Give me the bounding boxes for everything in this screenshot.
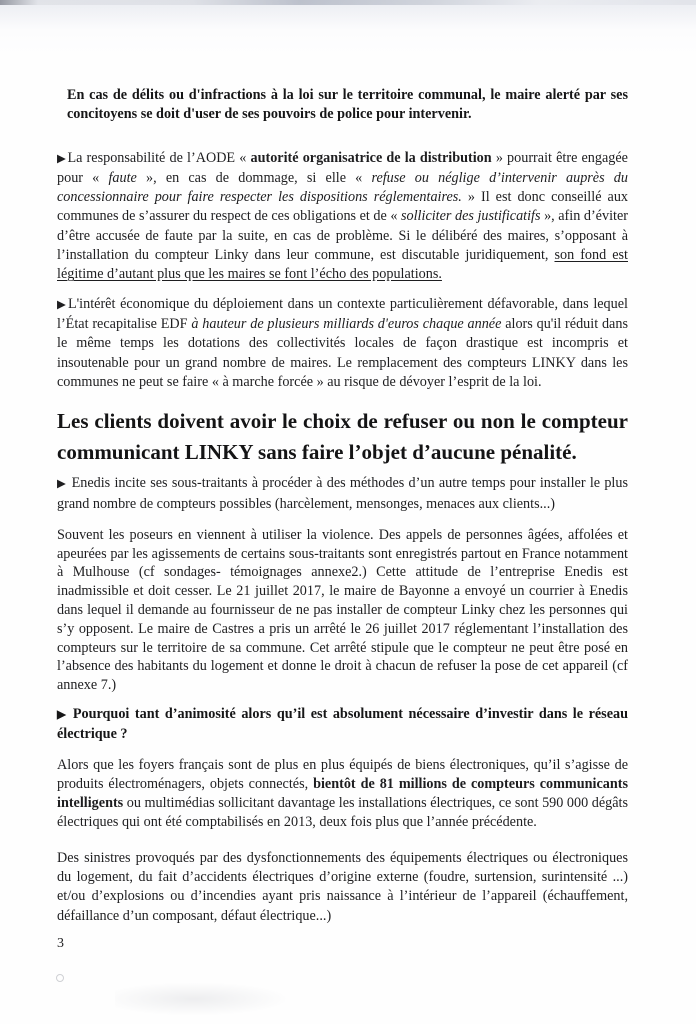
- paragraph-violence-mayors: [57, 526, 628, 695]
- paragraph-economic-interest: [57, 295, 628, 392]
- intro-text: En cas de délits ou d'infractions à la loi sur le territoire communal, le maire alerté par ses concitoyens se doit d'user de ses pouvoirs de police pour intervenir.: [67, 87, 628, 123]
- aode-run-italic: refuse ou néglige d’intervenir auprès du concessionnaire pour faire respecter les dispositions réglementaires.: [57, 169, 628, 206]
- section-heading: [57, 406, 628, 467]
- aode-run: » Il est donc conseillé aux communes de s’assurer du respect de ces obligations et de «: [57, 189, 629, 225]
- aode-run: La responsabilité de l’AODE «: [67, 149, 251, 166]
- heading-line-2: communicant LINKY sans faire l’objet d’aucune pénalité.: [57, 439, 577, 464]
- document-body: [57, 86, 628, 953]
- paragraph-enedis-methods: [57, 474, 628, 514]
- econ-run-italic: à hauteur de plusieurs milliards d'euros chaque année: [191, 315, 502, 332]
- bullet-arrow-icon: ▶: [57, 298, 68, 311]
- paragraph-french-households: [57, 756, 628, 833]
- scan-artifact-top-fade: [0, 5, 696, 31]
- paragraph-question-animosity: [57, 705, 628, 745]
- paragraph-aode-responsibility: [57, 149, 628, 285]
- bullet-arrow-icon: ▶: [57, 708, 69, 721]
- aode-run-italic: faute: [108, 169, 137, 186]
- bullet-arrow-icon: ▶: [57, 152, 68, 165]
- enedis-text: Enedis incite ses sous-traitants à procéder à des méthodes d’un autre temps pour installer le plus grand nombre de compteurs possibles (harcèlement, mensonges, menaces aux clients...): [57, 475, 628, 512]
- aode-run: », afin d’éviter d’être accusée de faute par la suite, en cas de problème. Si le délibéré des maires, s’opposant à l’installation du compteur Linky dans leur commune, est discutable juridiquement,: [57, 208, 628, 264]
- aode-run-underlined: son fond est légitime d’autant plus que les maires se font l’écho des populations.: [57, 247, 628, 283]
- scan-artifact-smudge: [115, 982, 290, 1016]
- foyers-run-bold: bientôt de 81 millions de compteurs communicants intelligents: [57, 775, 628, 812]
- question-text: Pourquoi tant d’animosité alors qu’il est absolument nécessaire d’investir dans le réseau électrique ?: [57, 705, 628, 743]
- aode-run: », en cas de dommage, si elle «: [136, 169, 372, 186]
- aode-run-bold: autorité organisatrice de la distribution: [250, 149, 492, 166]
- page-number: 3: [57, 935, 64, 951]
- heading-line-1: Les clients doivent avoir le choix de refuser ou non le compteur: [57, 409, 628, 434]
- violence-text: Souvent les poseurs en viennent à utiliser la violence. Des appels de personnes âgées, affolées et apeurées par les agissements de certains sous-traitants sont enregistrés partout en France notamment à Mulhouse (cf sondages- témoignages annexe2.) Cette attitude de l’entreprise Enedis est inadmissible et doit cesser. Le 21 juillet 2017, le maire de Bayonne a envoyé un courrier à Enedis dans lequel il demande au fournisseur de ne pas installer de compteur Linky chez les personnes qui s’y opposent. Le maire de Castres a pris un arrêté le 26 juillet 2017 réglementant l’installation des compteurs sur le territoire de sa commune. Cet arrêté stipule que le compteur ne peut être posé en l’absence des habitants du logement et donne le droit à chacun de refuser la pose de cet appareil (cf annexe 7.): [57, 526, 628, 694]
- scan-artifact-dot: [56, 974, 64, 982]
- econ-run: alors qu'il réduit dans le même temps les dotations des collectivités locales de façon drastique est incompris et insoutenable pour un grand nombre de maires. Le remplacement des compteurs LINKY dans les communes ne peut se faire « à marche forcée » au risque de dévoyer l’esprit de la loi.: [57, 315, 628, 390]
- intro-paragraph: [57, 86, 628, 125]
- aode-run-italic: solliciter des justificatifs: [401, 208, 541, 225]
- sinistres-text: Des sinistres provoqués par des dysfonctionnements des équipements électriques ou électroniques du logement, du fait d’accidents électriques d’origine externe (foudre, surtension, surintensité ...) et/ou d’explosions ou d’incendies ayant pris naissance à l’intérieur de l’appareil (échauffement, défaillance d’un composant, défaut électrique...): [57, 849, 628, 924]
- foyers-run: ou multimédias sollicitant davantage les installations électriques, ce sont 590 000 dégâts électriques qui ont été comptabilisés en 2013, deux fois plus que l’année précédente.: [57, 795, 628, 831]
- paragraph-electrical-damage: [57, 849, 628, 926]
- aode-run: » pourrait être engagée pour «: [57, 149, 628, 186]
- econ-run: L'intérêt économique du déploiement dans un contexte particulièrement défavorable, dans lequel l’État recapitalise EDF: [57, 295, 628, 332]
- bullet-arrow-icon: ▶: [57, 478, 68, 491]
- foyers-run: Alors que les foyers français sont de plus en plus équipés de biens électroniques, qu’il s’agisse de produits électroménagers, objets connectés,: [57, 756, 628, 792]
